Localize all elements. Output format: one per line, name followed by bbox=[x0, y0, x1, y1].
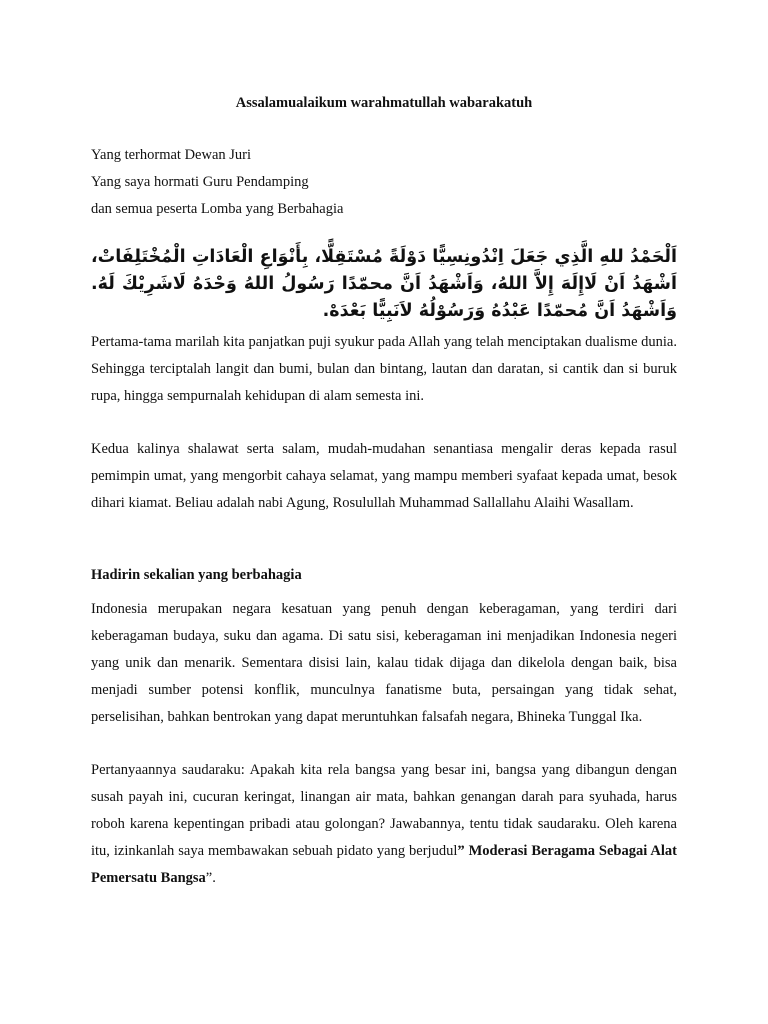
paragraph-question-text: Pertanyaannya saudaraku: Apakah kita rela bangsa yang besar ini, bangsa yang dibangun dengan susah payah ini, cucuran keringat, linangan air mata, bahkan genangan darah para syuhada, harus roboh karena kepentingan pribadi atau golongan? Jawabannya, tentu tidak saudaraku. Oleh karena itu, izinkanlah saya membawakan sebuah pidato yang berjudul bbox=[91, 762, 677, 859]
document-title: Assalamualaikum warahmatullah wabarakatuh bbox=[235, 95, 533, 111]
paragraph-question-end: ”. bbox=[205, 870, 216, 886]
arabic-opening: اَلْحَمْدُ للهِ الَّذِي جَعَلَ اِنْدُونِسِيًّا دَوْلَةً مُسْتَقِلًّا، بِأَنْوَاعِ الْعَادَاتِ الْمُخْتَلِفَاتْ، اَشْهَدُ اَنْ لَاإِلَهَ إِلاَّ اللهُ، وَاَشْهَدُ اَنَّ محمّدًا رَسُولُ اللهُ وَحْدَهُ لَاشَرِيْكَ لَهُ. وَاَشْهَدُ اَنَّ مُحمّدًا عَبْدُهُ وَرَسُوْلُهُ لاَنَبِيًّا بَعْدَهْ. bbox=[91, 247, 677, 321]
greetings-block bbox=[91, 146, 677, 227]
greeting-line-participants: dan semua peserta Lomba yang Berbahagia bbox=[91, 201, 344, 217]
greeting-line-jury: Yang terhormat Dewan Juri bbox=[91, 147, 252, 163]
paragraph-question bbox=[91, 757, 677, 892]
greeting-line-teacher: Yang saya hormati Guru Pendamping bbox=[91, 174, 309, 190]
paragraph-diversity: Indonesia merupakan negara kesatuan yang penuh dengan keberagaman, yang terdiri dari keberagaman budaya, suku dan agama. Di satu sisi, keberagaman ini menjadikan Indonesia negeri yang unik dan menarik. Sementara disisi lain, kalau tidak dijaga dan dikelola dengan baik, bisa menjadi sumber potensi konflik, munculnya fanatisme buta, persaingan yang tidak sehat, perselisihan, bahkan bentrokan yang dapat meruntuhkan falsafah negara, Bhineka Tunggal Ika. bbox=[91, 601, 677, 725]
speech-title: ” Moderasi Beragama Sebagai Alat Pemersatu Bangsa bbox=[91, 843, 677, 886]
section-heading: Hadirin sekalian yang berbahagia bbox=[91, 567, 302, 583]
paragraph-gratitude: Pertama-tama marilah kita panjatkan puji syukur pada Allah yang telah menciptakan dualisme dunia. Sehingga terciptalah langit dan bumi, bulan dan bintang, lautan dan daratan, si cantik dan si buruk rupa, hingga sempurnalah kehidupan di alam semesta ini. bbox=[91, 334, 677, 404]
paragraph-shalawat: Kedua kalinya shalawat serta salam, mudah-mudahan senantiasa mengalir deras kepada rasul pemimpin umat, yang mengorbit cahaya selamat, yang mampu memberi syafaat kepada umat, besok dihari kiamat. Beliau adalah nabi Agung, Rosulullah Muhammad Sallallahu Alaihi Wasallam. bbox=[91, 441, 677, 511]
